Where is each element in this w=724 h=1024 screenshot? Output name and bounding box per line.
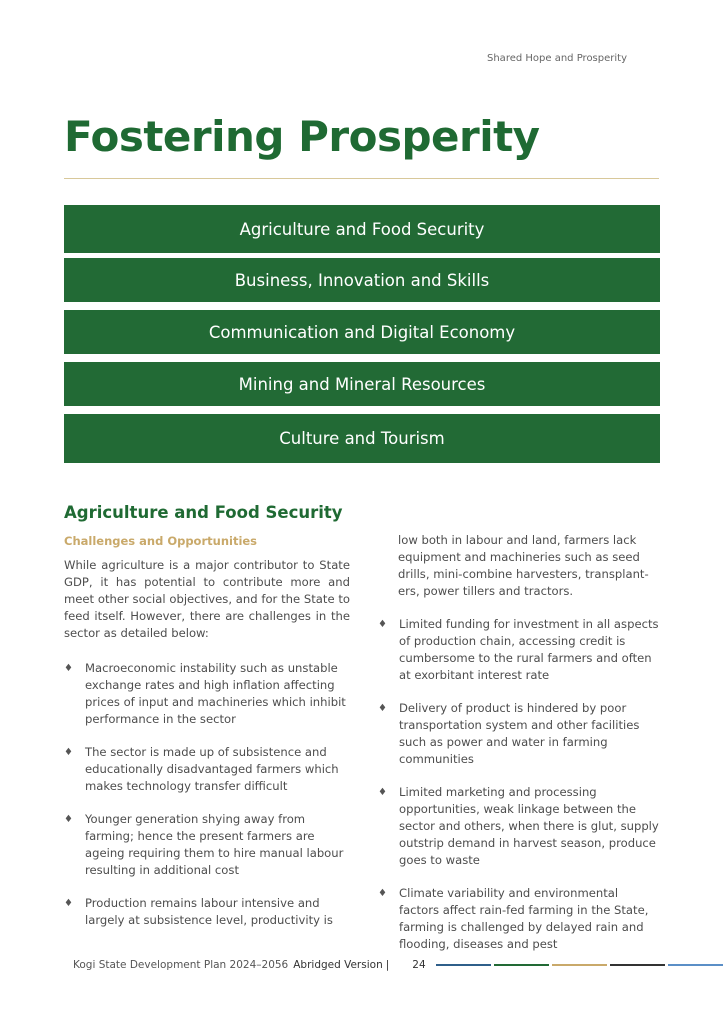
topic-agriculture: Agriculture and Food Security bbox=[64, 205, 660, 253]
diamond-bullet-icon: ♦ bbox=[64, 747, 73, 758]
footer-version: Abridged Version bbox=[293, 959, 383, 971]
title-divider bbox=[64, 178, 659, 179]
list-item: ♦ Macroeconomic instability such as unstable exchange rates and high inflation affecting prices of input and machineries which inhibit performance in the sector bbox=[64, 661, 346, 726]
diamond-bullet-icon: ♦ bbox=[378, 703, 387, 714]
footer-stripe bbox=[494, 964, 549, 966]
footer-stripe bbox=[668, 964, 723, 966]
running-head: Shared Hope and Prosperity bbox=[487, 53, 627, 64]
footer-separator: | bbox=[385, 959, 390, 971]
list-item: ♦ Delivery of product is hindered by poor transportation system and other facilities such as power and water in farming communities bbox=[378, 701, 640, 766]
topic-mining: Mining and Mineral Resources bbox=[64, 362, 660, 406]
topic-list bbox=[64, 205, 660, 468]
footer-document-title: Kogi State Development Plan 2024–2056 bbox=[73, 959, 289, 971]
topic-business: Business, Innovation and Skills bbox=[64, 258, 660, 302]
list-item: ♦ Limited marketing and processing opportunities, weak linkage between the sector and others, when there is glut, supply outstrip demand in harvest season, produce goes to waste bbox=[378, 785, 659, 867]
diamond-bullet-icon: ♦ bbox=[64, 814, 73, 825]
left-column bbox=[64, 557, 350, 945]
page-title: Fostering Prosperity bbox=[64, 112, 540, 161]
footer-stripe bbox=[610, 964, 665, 966]
list-item: ♦ Production remains labour intensive and largely at subsistence level, productivity is bbox=[64, 896, 333, 927]
intro-paragraph: While agriculture is a major contributor to State GDP, it has potential to contribute more and meet other social objectives, and for the State to feed itself. However, there are challenges in the sector as detailed below: bbox=[64, 558, 350, 640]
section-title: Agriculture and Food Security bbox=[64, 503, 343, 522]
footer-stripe bbox=[436, 964, 491, 966]
topic-culture: Culture and Tourism bbox=[64, 414, 660, 463]
page-footer bbox=[73, 959, 426, 971]
topic-communication: Communication and Digital Economy bbox=[64, 310, 660, 354]
footer-stripes bbox=[436, 964, 724, 966]
challenge-list-right bbox=[378, 616, 660, 953]
diamond-bullet-icon: ♦ bbox=[64, 898, 73, 909]
list-item: ♦ Climate variability and environmental factors affect rain-fed farming in the State, farming is challenged by delayed rain and flooding, diseases and pest bbox=[378, 886, 649, 951]
list-item: ♦ The sector is made up of subsistence and educationally disadvantaged farmers which makes technology transfer difficult bbox=[64, 745, 339, 793]
diamond-bullet-icon: ♦ bbox=[378, 787, 387, 798]
footer-stripe bbox=[552, 964, 607, 966]
right-column bbox=[378, 532, 660, 969]
bullet-continuation: low both in labour and land, farmers lack equipment and machineries such as seed drills, mini-combine harvesters, transplant-ers, power tillers and tractors. bbox=[398, 533, 649, 598]
challenge-list-left bbox=[64, 660, 350, 929]
diamond-bullet-icon: ♦ bbox=[378, 888, 387, 899]
list-item: ♦ Limited funding for investment in all aspects of production chain, accessing credit is cumbersome to the rural farmers and often at exorbitant interest rate bbox=[378, 617, 659, 682]
section-subheading: Challenges and Opportunities bbox=[64, 534, 258, 548]
diamond-bullet-icon: ♦ bbox=[64, 663, 73, 674]
list-item: ♦ Younger generation shying away from farming; hence the present farmers are ageing requiring them to hire manual labour resulting in additional cost bbox=[64, 812, 344, 877]
page-number: 24 bbox=[412, 959, 426, 971]
diamond-bullet-icon: ♦ bbox=[378, 619, 387, 630]
